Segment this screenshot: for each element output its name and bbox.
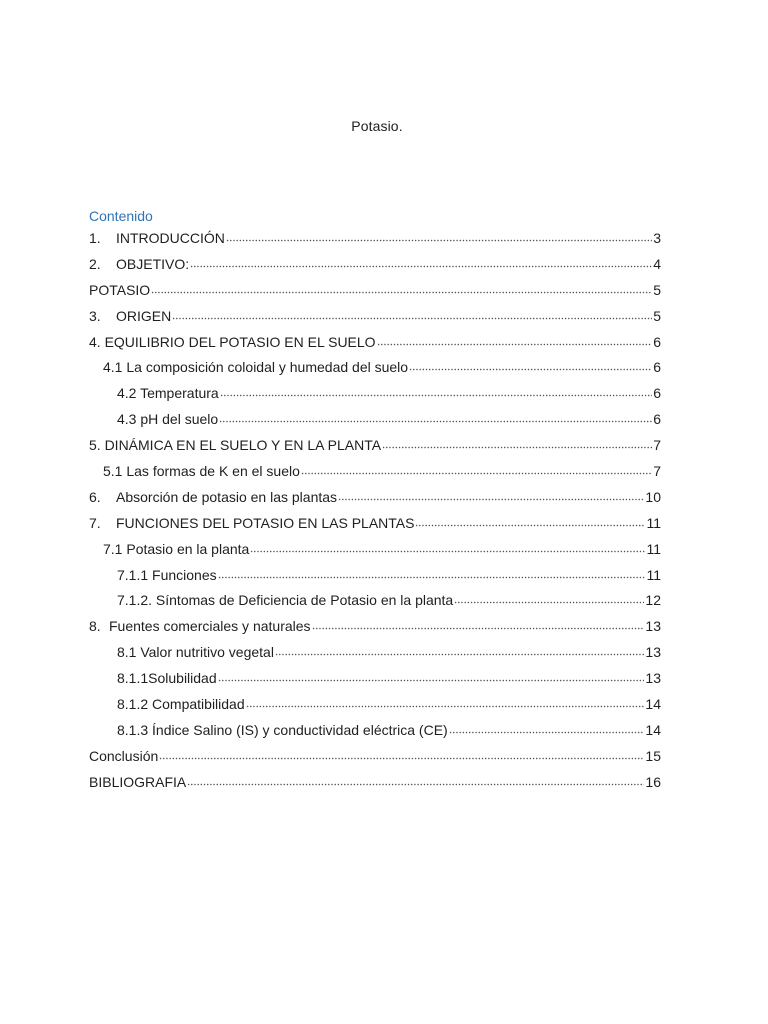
toc-entry-label: POTASIO [89,281,151,298]
dot-leader [301,462,652,476]
document-title: Potasio. [351,118,403,134]
dot-leader [454,591,644,605]
toc-entry-label: Absorción de potasio en las plantas [116,488,338,505]
dot-leader [187,773,644,787]
toc-entry-page: 13 [645,618,661,635]
toc-entry-label: 7.1 Potasio en la planta [103,540,250,557]
dot-leader [250,540,645,554]
dot-leader [190,255,652,269]
toc-entry-page: 13 [645,644,661,661]
toc-entry-page: 12 [645,592,661,609]
dot-leader [275,643,644,657]
toc-entry-page: 11 [646,514,661,531]
toc-entry-page: 5 [653,307,661,324]
toc-entry-solubilidad[interactable] [89,667,661,693]
toc-heading: Contenido [89,208,153,224]
toc-entry-label: 8.1 Valor nutritivo vegetal [117,644,274,661]
dot-leader [219,410,652,424]
toc-entry-potasio[interactable] [89,279,661,305]
dot-leader [312,617,645,631]
toc-entry-number: 1. [89,230,101,246]
toc-entry-label: 5.1 Las formas de K en el suelo [103,463,300,480]
toc-entry-number: 2. [89,255,101,272]
dot-leader [159,747,644,761]
toc-entry-number: 8. [89,618,101,635]
dot-leader [246,695,645,709]
dot-leader [218,669,645,683]
toc-entry-page: 11 [646,540,661,557]
toc-entry-label: INTRODUCCIÓN [116,230,225,246]
toc-entry-label: 8.1.2 Compatibilidad [117,696,245,713]
toc-entry-page: 14 [645,721,661,738]
toc-entry-label: 4.1 La composición coloidal y humedad del suelo [103,359,409,376]
toc-entry-label: BIBLIOGRAFIA [89,773,187,790]
toc-entry-page: 14 [645,696,661,713]
toc-entry-composicion-coloidal[interactable] [89,356,661,382]
toc-entry-label: 7.1.1 Funciones [117,566,217,583]
dot-leader [415,514,645,528]
toc-entry-label: FUNCIONES DEL POTASIO EN LAS PLANTAS [116,514,415,531]
toc-entry-sintomas[interactable] [89,589,661,615]
toc-entry-page: 4 [653,255,661,272]
toc-entry-conclusion[interactable] [89,745,661,771]
toc-entry-potasio-planta[interactable] [89,538,661,564]
toc-entry-valor-nutritivo[interactable] [89,641,661,667]
dot-leader [172,307,652,321]
toc-entry-objetivo[interactable] [89,253,661,279]
dot-leader [151,281,652,295]
toc-entry-page: 6 [653,411,661,428]
table-of-contents [89,227,661,797]
dot-leader [409,358,652,372]
toc-entry-temperatura[interactable] [89,382,661,408]
dot-leader [226,229,652,243]
toc-entry-page: 6 [653,333,661,350]
toc-entry-label: 4.2 Temperatura [117,385,219,402]
toc-entry-ph-suelo[interactable] [89,408,661,434]
toc-entry-page: 7 [653,437,661,454]
toc-entry-number: 6. [89,488,101,505]
toc-entry-indice-salino[interactable] [89,719,661,745]
toc-entry-funciones-potasio[interactable] [89,512,661,538]
dot-leader [377,333,653,347]
dot-leader [220,384,653,398]
toc-entry-dinamica[interactable] [89,434,661,460]
dot-leader [338,488,644,502]
toc-entry-page: 5 [653,281,661,298]
toc-entry-page: 15 [645,747,661,764]
dot-leader [218,566,646,580]
toc-entry-formas-k[interactable] [89,460,661,486]
toc-entry-absorcion[interactable] [89,486,661,512]
toc-entry-page: 16 [645,773,661,790]
toc-entry-number: 7. [89,514,101,531]
toc-entry-page: 13 [645,670,661,687]
toc-entry-label: ORIGEN [116,307,172,324]
toc-entry-label: 4. EQUILIBRIO DEL POTASIO EN EL SUELO [89,333,376,350]
toc-entry-label: OBJETIVO: [116,255,190,272]
toc-entry-bibliografia[interactable] [89,771,661,797]
toc-entry-page: 6 [653,385,661,402]
toc-entry-label: 5. DINÁMICA EN EL SUELO Y EN LA PLANTA [89,437,382,454]
toc-entry-page: 10 [645,488,661,505]
toc-entry-page: 6 [653,359,661,376]
toc-entry-compatibilidad[interactable] [89,693,661,719]
dot-leader [382,436,652,450]
toc-entry-label: 8.1.1Solubilidad [117,670,217,687]
toc-entry-page: 7 [653,463,661,480]
toc-entry-introduccion[interactable] [89,227,661,253]
toc-entry-number: 3. [89,307,101,324]
toc-entry-equilibrio[interactable] [89,331,661,357]
toc-entry-label: 8.1.3 Índice Salino (IS) y conductividad eléctrica (CE) [117,721,448,738]
toc-entry-label: Fuentes comerciales y naturales [109,618,311,635]
toc-entry-page: 3 [653,230,661,246]
toc-entry-label: Conclusión [89,747,159,764]
dot-leader [449,721,645,735]
toc-entry-fuentes[interactable] [89,615,661,641]
toc-entry-label: 7.1.2. Síntomas de Deficiencia de Potasio en la planta [117,592,454,609]
toc-entry-funciones[interactable] [89,564,661,590]
toc-entry-label: 4.3 pH del suelo [117,411,219,428]
toc-entry-page: 11 [646,566,661,583]
toc-entry-origen[interactable] [89,305,661,331]
